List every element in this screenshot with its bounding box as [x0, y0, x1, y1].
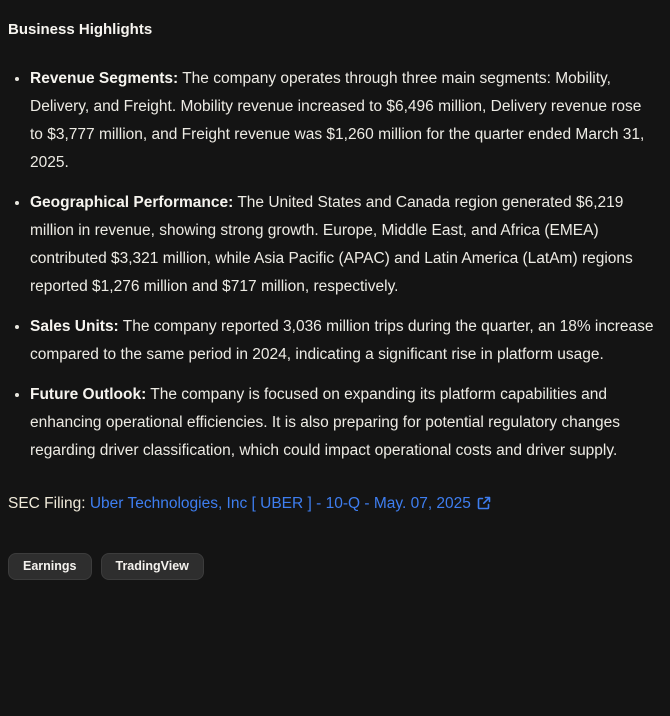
highlight-text: The company operates through three main segments: Mobility, Delivery, and Freight. Mobility revenue increased to $6,496 million, Delivery revenue rose to $3,777 million, and Freight revenue was $1,260 million for the quarter ended March 31, 2025.	[30, 70, 645, 171]
highlight-label: Geographical Performance:	[30, 194, 234, 211]
list-item-sales-units	[30, 313, 654, 369]
highlight-text: The company is focused on expanding its platform capabilities and enhancing operational efficiencies. It is also preparing for potential regulatory changes regarding driver classification, which could impact operational costs and driver supply.	[30, 386, 620, 459]
sec-filing-link[interactable]: Uber Technologies, Inc [ UBER ] - 10-Q - May. 07, 2025	[89, 495, 471, 512]
highlight-label: Sales Units:	[30, 318, 119, 335]
highlight-text: The United States and Canada region generated $6,219 million in revenue, showing strong growth. Europe, Middle East, and Africa (EMEA) contributed $3,321 million, while Asia Pacific (APAC) and Latin America (LatAm) regions reported $1,276 million and $717 million, respectively.	[30, 194, 633, 295]
tags-row	[8, 553, 654, 580]
earnings-tag-button[interactable]: Earnings	[8, 553, 92, 580]
list-item-future-outlook	[30, 381, 654, 465]
highlight-label: Revenue Segments:	[30, 70, 179, 87]
sec-filing-label: SEC Filing:	[8, 495, 86, 512]
external-link-icon[interactable]	[477, 492, 491, 520]
highlight-text: The company reported 3,036 million trips during the quarter, an 18% increase compared to the same period in 2024, indicating a significant rise in platform usage.	[30, 318, 654, 363]
tradingview-tag-button[interactable]: TradingView	[101, 553, 204, 580]
list-item-geographical-performance	[30, 189, 654, 301]
page-title: Business Highlights	[8, 21, 153, 38]
highlights-list	[8, 65, 654, 465]
list-item-revenue-segments	[30, 65, 654, 177]
highlight-label: Future Outlook:	[30, 386, 147, 403]
sec-filing-row	[8, 490, 654, 520]
